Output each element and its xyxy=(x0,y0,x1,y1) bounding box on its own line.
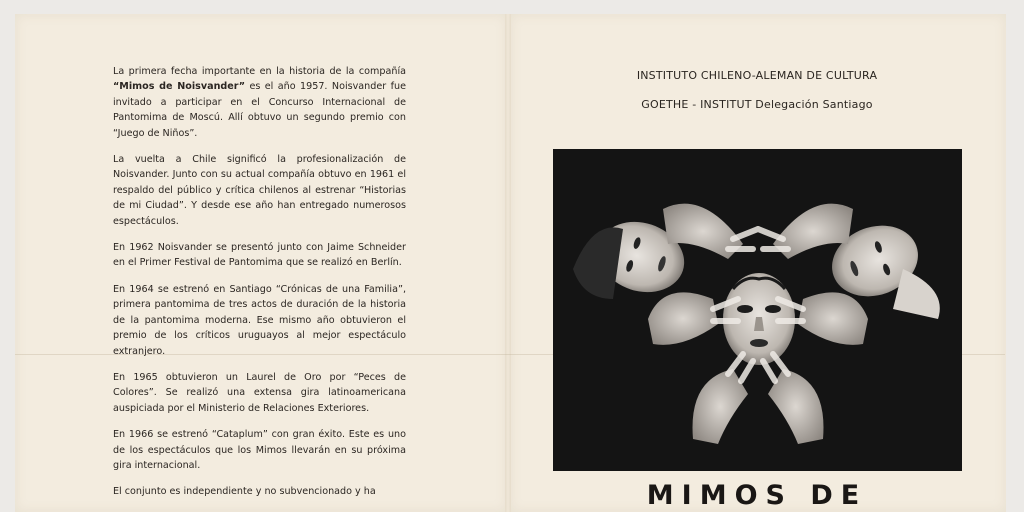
mimes-photo xyxy=(553,149,962,471)
history-text-column xyxy=(113,64,406,511)
paragraph-return-chile: La vuelta a Chile significó la profesionalización de Noisvander. Junto con su actual compañía obtuvo en 1961 el respaldo del público y crítica chilenos al estrenar “Historias de mi Ciudad”. Y desde ese año han entregado numerosos espectáculos. xyxy=(113,154,406,227)
center-fold xyxy=(505,14,511,512)
paragraph-1957: La primera fecha importante en la historia de la compañía “Mimos de Noisvander” es el año 1957. Noisvander fue invitado a participar en el Concurso Internacional de Pantomima de Moscú. Allí obtuvo un segundo premio con “Juego de Niños”. xyxy=(113,66,406,139)
company-name: “Mimos de Noisvander” xyxy=(113,81,246,93)
poster-title: MIMOS DE xyxy=(646,480,868,511)
institution-name: INSTITUTO CHILENO-ALEMAN DE CULTURA xyxy=(636,69,878,82)
paragraph-1964: En 1964 se estrenó en Santiago “Crónicas de una Familia”, primera pantomima de tres actos de duración de la historia de la pantomima moderna. Ese mismo año obtuvieron el premio de los críticos uruguayos al mejor espectáculo extranjero. xyxy=(113,283,406,357)
mimes-photo-illustration xyxy=(553,149,962,471)
paragraph-1966: En 1966 se estrenó “Cataplum” con gran éxito. Este es uno de los espectáculos que los Mimos llevarán en su próxima gira internacional. xyxy=(113,429,406,471)
paragraph-1965: En 1965 obtuvieron un Laurel de Oro por “Peces de Colores”. Se realizó una extensa gira latinoamericana auspiciada por el Ministerio de Relaciones Exteriores. xyxy=(113,371,406,414)
paragraph-1962: En 1962 Noisvander se presentó junto con Jaime Schneider en el Primer Festival de Pantomima que se realizó en Berlín. xyxy=(113,242,406,269)
paragraph-independent: El conjunto es independiente y no subvencionado y ha xyxy=(113,486,376,498)
institution-delegation: GOETHE - INSTITUT Delegación Santiago xyxy=(641,98,873,111)
